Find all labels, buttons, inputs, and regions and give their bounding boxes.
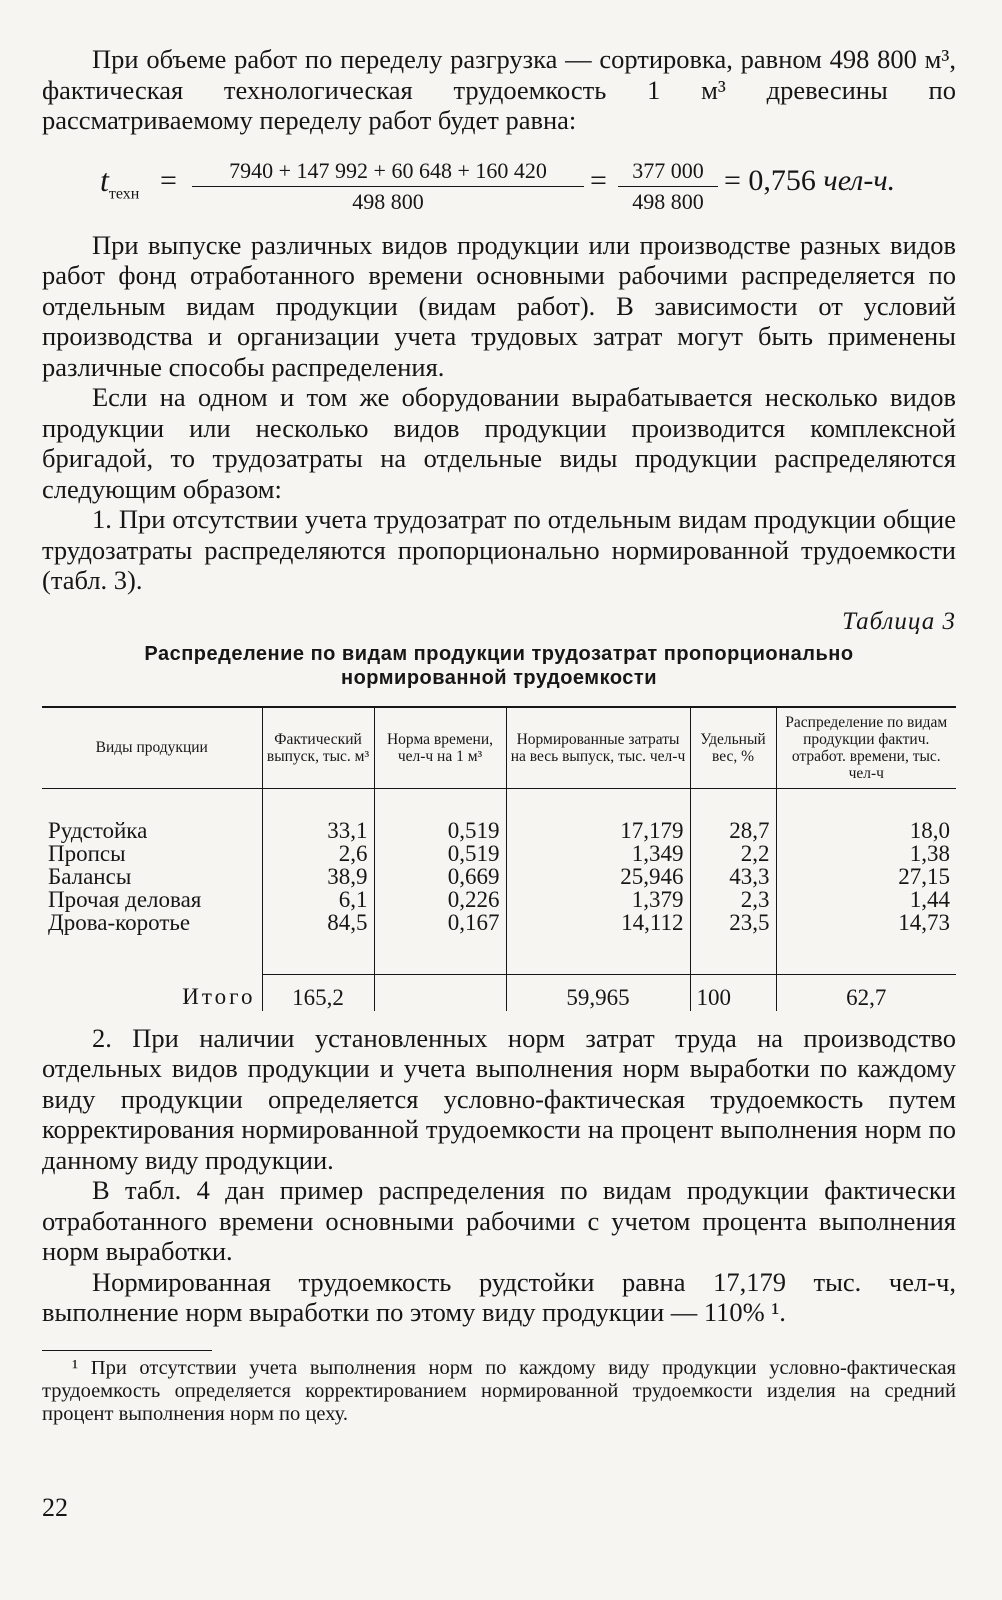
table-total-row xyxy=(42,974,956,1011)
cell-product: Рудстойка xyxy=(48,817,148,843)
cell-share: 28,7 xyxy=(690,788,776,842)
table-label: Таблица 3 xyxy=(842,607,956,635)
cell-product: Пропсы xyxy=(48,840,126,866)
cell-output: 2,6 xyxy=(262,842,374,865)
header-distribution: Распределение по видам продукции фактич. отработ. времени, тыс. чел-ч xyxy=(776,707,956,789)
cell-normed: 14,112 xyxy=(506,911,690,975)
cell-norm: 0,669 xyxy=(374,865,506,888)
table-title: Распределение по видам продукции трудозатрат пропорционально нормированной трудоемкости xyxy=(144,642,854,689)
cell-normed: 25,946 xyxy=(506,865,690,888)
total-normed: 59,965 xyxy=(506,974,690,1011)
paragraph-2: При выпуске различных видов продукции или производстве разных видов работ фонд отработанного времени основными рабочими распределяется по отдельным видам продукции (видам работ). В зависимости от условий производства и организации учета трудовых затрат могут быть применены различные способы распределения. xyxy=(42,229,956,382)
paragraph-1: При объеме работ по переделу разгрузка — сортировка, равном 498 800 м³, фактическая технологическая трудоемкость 1 м³ древесины по рассматриваемому переделу работ будет равна: xyxy=(42,44,956,135)
total-norm xyxy=(374,974,506,1011)
cell-output: 33,1 xyxy=(262,788,374,842)
cell-share: 2,2 xyxy=(690,842,776,865)
cell-distribution: 14,73 xyxy=(776,911,956,975)
footnote: ¹ При отсутствии учета выполнения норм по каждому виду продукции условно-фактическая трудоемкость определяется корректированием нормированной трудоемкости изделия на средний процент выполнения норм по цеху. xyxy=(42,1356,956,1425)
cell-share: 23,5 xyxy=(690,911,776,975)
cell-output: 6,1 xyxy=(262,888,374,911)
cell-product: Прочая деловая xyxy=(48,886,202,912)
footnote-rule xyxy=(42,1350,212,1351)
cell-distribution: 1,38 xyxy=(776,842,956,865)
cell-distribution: 27,15 xyxy=(776,865,956,888)
cell-product: Дрова-коротье xyxy=(48,909,191,935)
paragraph-5: 2. При наличии установленных норм затрат труда на производство отдельных видов продукции и учета выполнения норм выработки по каждому виду продукции определяется условно-фактическая трудоемкость путем корректирования нормированной трудоемкости на процент выполнения норм по данному виду продукции. xyxy=(42,1022,956,1175)
paragraph-7: Нормированная трудоемкость рудстойки равна 17,179 тыс. чел-ч, выполнение норм выработки по этому виду продукции — 110% ¹. xyxy=(42,1266,956,1327)
table-header-row xyxy=(42,707,956,789)
formula-fraction-2-denominator: 498 800 xyxy=(632,188,704,214)
cell-distribution: 1,44 xyxy=(776,888,956,911)
table-3 xyxy=(42,706,956,1011)
formula-fraction-1-denominator: 498 800 xyxy=(352,188,424,214)
formula-fraction-2 xyxy=(618,158,718,215)
header-share: Удельный вес, % xyxy=(690,707,776,789)
cell-norm: 0,226 xyxy=(374,888,506,911)
cell-norm: 0,519 xyxy=(374,842,506,865)
paragraph-6: В табл. 4 дан пример распределения по видам продукции фактически отработанного времени основными рабочими с учетом процента выполнения норм выработки. xyxy=(42,1175,956,1266)
total-distribution: 62,7 xyxy=(776,974,956,1011)
formula-result: = 0,756 чел-ч. xyxy=(724,163,896,197)
cell-share: 43,3 xyxy=(690,865,776,888)
header-actual-output: Фактический выпуск, тыс. м³ xyxy=(262,707,374,789)
total-output: 165,2 xyxy=(262,974,374,1011)
header-product-type: Виды продукции xyxy=(42,707,262,789)
formula-equals-1: = xyxy=(160,163,177,197)
cell-distribution: 18,0 xyxy=(776,788,956,842)
cell-share: 2,3 xyxy=(690,888,776,911)
total-share: 100 xyxy=(690,974,776,1011)
formula-fraction-1 xyxy=(192,158,584,215)
table-row xyxy=(42,842,956,865)
cell-output: 38,9 xyxy=(262,865,374,888)
header-normed-costs: Нормированные затраты на весь выпуск, тыс. чел-ч xyxy=(506,707,690,789)
cell-norm: 0,519 xyxy=(374,788,506,842)
page-number: 22 xyxy=(42,1493,68,1522)
cell-normed: 1,379 xyxy=(506,888,690,911)
cell-normed: 17,179 xyxy=(506,788,690,842)
cell-normed: 1,349 xyxy=(506,842,690,865)
total-label: Итого xyxy=(182,984,256,1010)
header-time-norm: Норма времени, чел-ч на 1 м³ xyxy=(374,707,506,789)
table-row xyxy=(42,888,956,911)
paragraph-3: Если на одном и том же оборудовании вырабатывается несколько видов продукции или несколько видов продукции производится комплексной бригадой, то трудозатраты на отдельные виды продукции распределяются следующим образом: xyxy=(42,382,956,504)
formula xyxy=(42,138,956,230)
table-row xyxy=(42,911,956,975)
cell-output: 84,5 xyxy=(262,911,374,975)
cell-norm: 0,167 xyxy=(374,911,506,975)
formula-equals-2: = xyxy=(590,163,607,197)
formula-lhs: $t_{техн}$ xyxy=(100,161,140,202)
page-content xyxy=(42,44,956,1426)
formula-fraction-2-numerator: 377 000 xyxy=(618,158,718,187)
table-row xyxy=(42,788,956,842)
cell-product: Балансы xyxy=(48,863,132,889)
paragraph-4: 1. При отсутствии учета трудозатрат по отдельным видам продукции общие трудозатраты распределяются пропорционально нормированной трудоемкости (табл. 3). xyxy=(42,504,956,595)
formula-fraction-1-numerator: 7940 + 147 992 + 60 648 + 160 420 xyxy=(192,158,584,187)
table-row xyxy=(42,865,956,888)
